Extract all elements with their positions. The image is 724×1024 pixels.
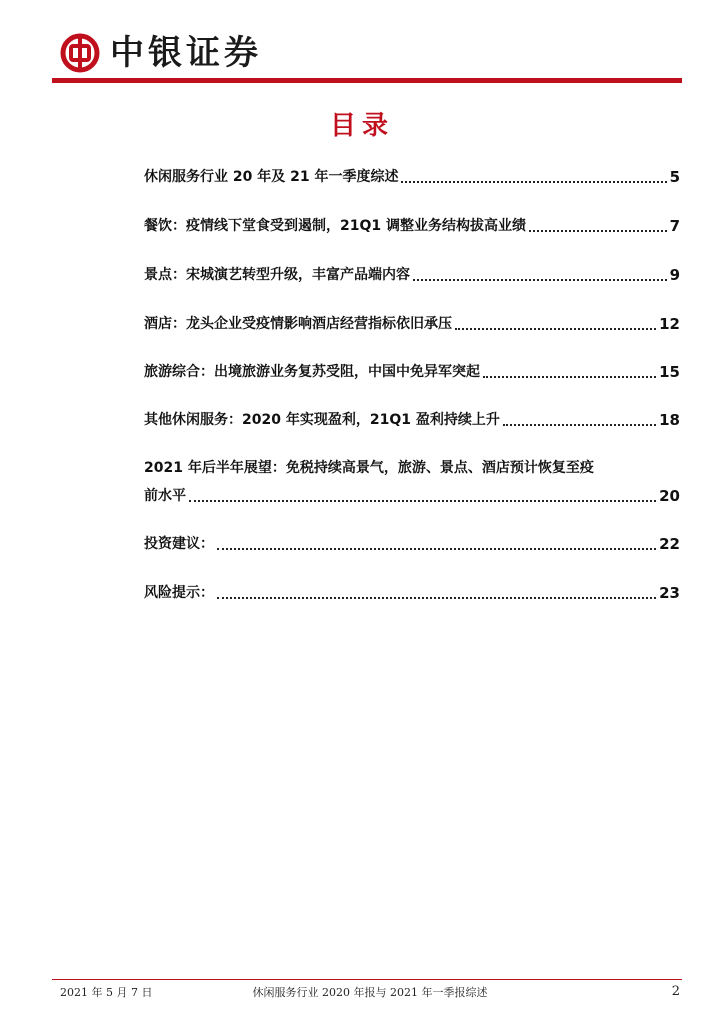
dot-leader (217, 548, 656, 550)
toc-entry-page: 15 (659, 363, 680, 381)
toc-entry[interactable] (144, 409, 680, 431)
toc-entry[interactable] (144, 533, 680, 555)
toc-entry-label-line1: 2021 年后半年展望：免税持续高景气，旅游、景点、酒店预计恢复至疫 (144, 460, 594, 476)
toc-entry-label: 其他休闲服务：2020 年实现盈利，21Q1 盈利持续上升 (144, 412, 500, 428)
dot-leader (503, 424, 656, 426)
toc-entry[interactable] (144, 582, 680, 604)
report-date: 2021 年 5 月 7 日 (60, 986, 153, 999)
brand-name: 中银证券 (110, 33, 262, 73)
toc-entry-line2 (144, 485, 680, 507)
dot-leader (529, 230, 667, 232)
dot-leader (413, 279, 667, 281)
toc-entry-page: 20 (659, 487, 680, 505)
toc-title: 目录 (329, 111, 394, 141)
toc-entry-page: 18 (659, 411, 680, 429)
toc-entry-label: 餐饮：疫情线下堂食受到遏制，21Q1 调整业务结构拔高业绩 (144, 218, 526, 234)
report-title: 休闲服务行业 2020 年报与 2021 年一季报综述 (252, 986, 488, 999)
footer (60, 984, 680, 1002)
footer-divider (52, 979, 682, 980)
toc-entry-label: 景点：宋城演艺转型升级，丰富产品端内容 (144, 267, 410, 283)
toc-entry-page: 22 (659, 535, 680, 553)
header-divider (52, 78, 682, 83)
toc-entry[interactable] (144, 313, 680, 335)
toc-entry-label: 酒店：龙头企业受疫情影响酒店经营指标依旧承压 (144, 316, 452, 332)
page-number: 2 (671, 984, 680, 999)
toc-entry[interactable] (144, 264, 680, 286)
toc-entry[interactable] (144, 457, 680, 507)
dot-leader (217, 597, 656, 599)
dot-leader (455, 328, 656, 330)
header (60, 28, 262, 78)
toc-entry-page: 23 (659, 584, 680, 602)
toc-entry-label: 投资建议： (144, 536, 214, 552)
toc-entry-page: 7 (669, 217, 680, 235)
toc-entry-page: 12 (659, 315, 680, 333)
toc-entry-label: 休闲服务行业 20 年及 21 年一季度综述 (144, 169, 399, 185)
toc-entry-label: 旅游综合：出境旅游业务复苏受阻，中国中免异军突起 (144, 364, 480, 380)
toc-entry-page: 5 (669, 168, 680, 186)
toc-entry[interactable] (144, 361, 680, 383)
bank-of-china-logo-icon (60, 33, 100, 73)
dot-leader (483, 376, 656, 378)
toc-entry-page: 9 (669, 266, 680, 284)
toc-entry-label: 风险提示： (144, 585, 214, 601)
toc-entry[interactable] (144, 215, 680, 237)
dot-leader (189, 500, 656, 502)
dot-leader (401, 181, 666, 183)
toc-entry[interactable] (144, 166, 680, 188)
toc-entry-label-line2: 前水平 (144, 488, 186, 504)
